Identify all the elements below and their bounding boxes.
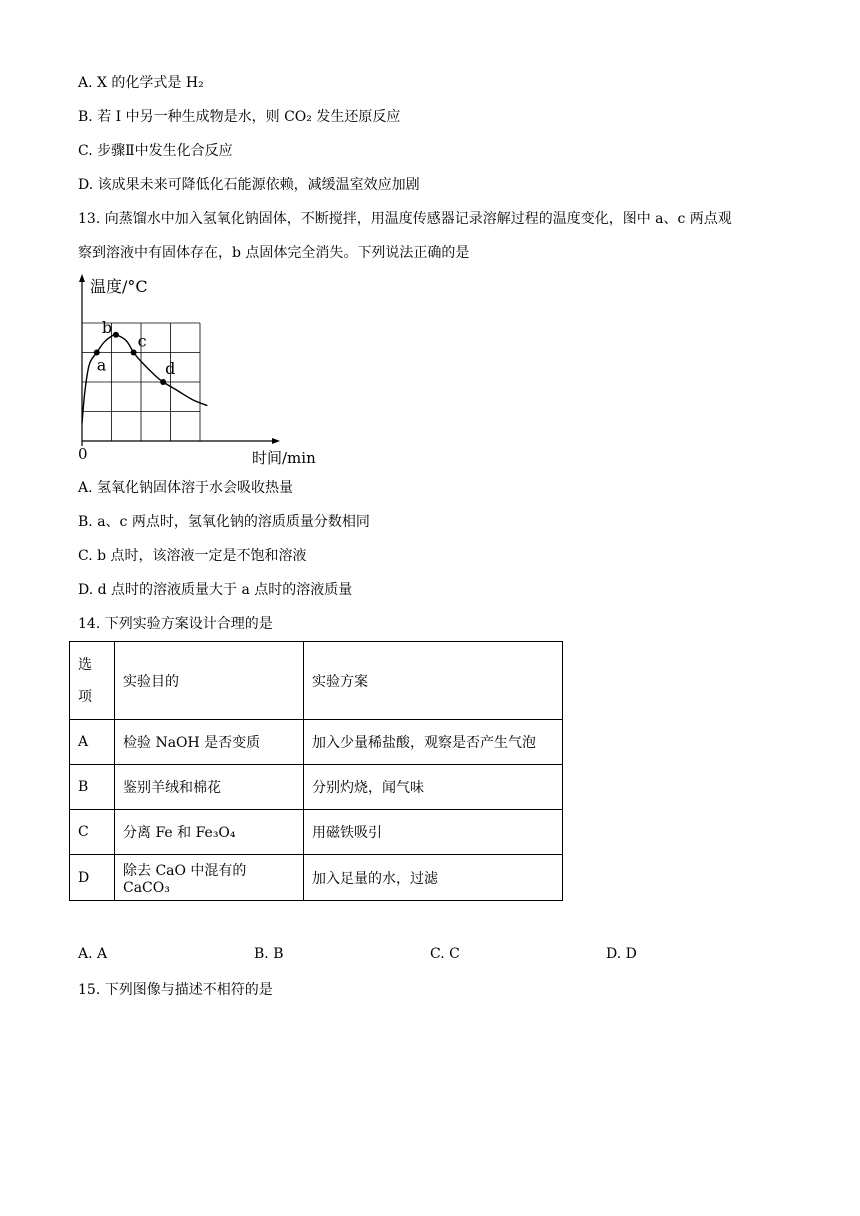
row-purpose: 检验 NaOH 是否变质 bbox=[115, 720, 304, 765]
point-b bbox=[113, 332, 119, 338]
experiment-table bbox=[69, 641, 563, 901]
table-row bbox=[70, 765, 563, 810]
temperature-time-chart bbox=[72, 268, 332, 468]
q13-option-a: A. 氢氧化钠固体溶于水会吸收热量 bbox=[78, 480, 294, 496]
row-option: A bbox=[70, 720, 115, 765]
row-option: B bbox=[70, 765, 115, 810]
q13-stem-line1: 13. 向蒸馏水中加入氢氧化钠固体，不断搅拌，用温度传感器记录溶解过程的温度变化，图中 a、c 两点观 bbox=[78, 211, 732, 227]
q12-option-a: A. X 的化学式是 H₂ bbox=[78, 75, 204, 91]
table-row bbox=[70, 720, 563, 765]
row-purpose: 鉴别羊绒和棉花 bbox=[115, 765, 304, 810]
x-axis-label: 时间/min bbox=[252, 449, 316, 467]
y-axis-arrow bbox=[79, 274, 85, 282]
q12-option-d: D. 该成果未来可降低化石能源依赖，减缓温室效应加剧 bbox=[78, 177, 420, 193]
row-plan: 加入少量稀盐酸，观察是否产生气泡 bbox=[304, 720, 563, 765]
point-label-a: a bbox=[96, 355, 107, 375]
table-row bbox=[70, 810, 563, 855]
answer-choice-a[interactable]: A. A bbox=[78, 946, 108, 962]
point-label-d: d bbox=[165, 359, 176, 378]
q12-option-b: B. 若 I 中另一种生成物是水，则 CO₂ 发生还原反应 bbox=[78, 109, 401, 125]
row-option: C bbox=[70, 810, 115, 855]
row-purpose: 除去 CaO 中混有的 CaCO₃ bbox=[115, 855, 304, 901]
row-option: D bbox=[70, 855, 115, 901]
row-plan: 加入足量的水，过滤 bbox=[304, 855, 563, 901]
row-purpose: 分离 Fe 和 Fe₃O₄ bbox=[115, 810, 304, 855]
point-label-b: b bbox=[101, 317, 113, 337]
row-plan: 用磁铁吸引 bbox=[304, 810, 563, 855]
answer-choice-c[interactable]: C. C bbox=[430, 946, 460, 962]
header-option: 选 项 bbox=[70, 642, 115, 720]
point-label-c: c bbox=[137, 331, 147, 351]
q13-stem-line2: 察到溶液中有固体存在，b 点固体完全消失。下列说法正确的是 bbox=[78, 245, 470, 261]
header-purpose: 实验目的 bbox=[115, 642, 304, 720]
point-d bbox=[160, 379, 166, 385]
point-c bbox=[131, 350, 137, 356]
q14-stem: 14. 下列实验方案设计合理的是 bbox=[78, 616, 273, 632]
x-axis-arrow bbox=[272, 438, 280, 444]
table-row bbox=[70, 855, 563, 901]
y-axis-label: 温度/°C bbox=[90, 277, 148, 296]
table-header-row bbox=[70, 642, 563, 720]
chart-points bbox=[94, 318, 176, 385]
header-plan: 实验方案 bbox=[304, 642, 563, 720]
q13-option-b: B. a、c 两点时，氢氧化钠的溶质质量分数相同 bbox=[78, 514, 370, 530]
q14-answer-choices bbox=[78, 946, 778, 964]
q12-option-c: C. 步骤Ⅱ中发生化合反应 bbox=[78, 143, 233, 159]
q13-option-d: D. d 点时的溶液质量大于 a 点时的溶液质量 bbox=[78, 582, 353, 598]
answer-choice-d[interactable]: D. D bbox=[606, 946, 637, 962]
row-plan: 分别灼烧，闻气味 bbox=[304, 765, 563, 810]
q15-stem: 15. 下列图像与描述不相符的是 bbox=[78, 982, 273, 998]
answer-choice-b[interactable]: B. B bbox=[254, 946, 284, 962]
q13-option-c: C. b 点时，该溶液一定是不饱和溶液 bbox=[78, 548, 307, 564]
origin-label: 0 bbox=[78, 445, 88, 463]
